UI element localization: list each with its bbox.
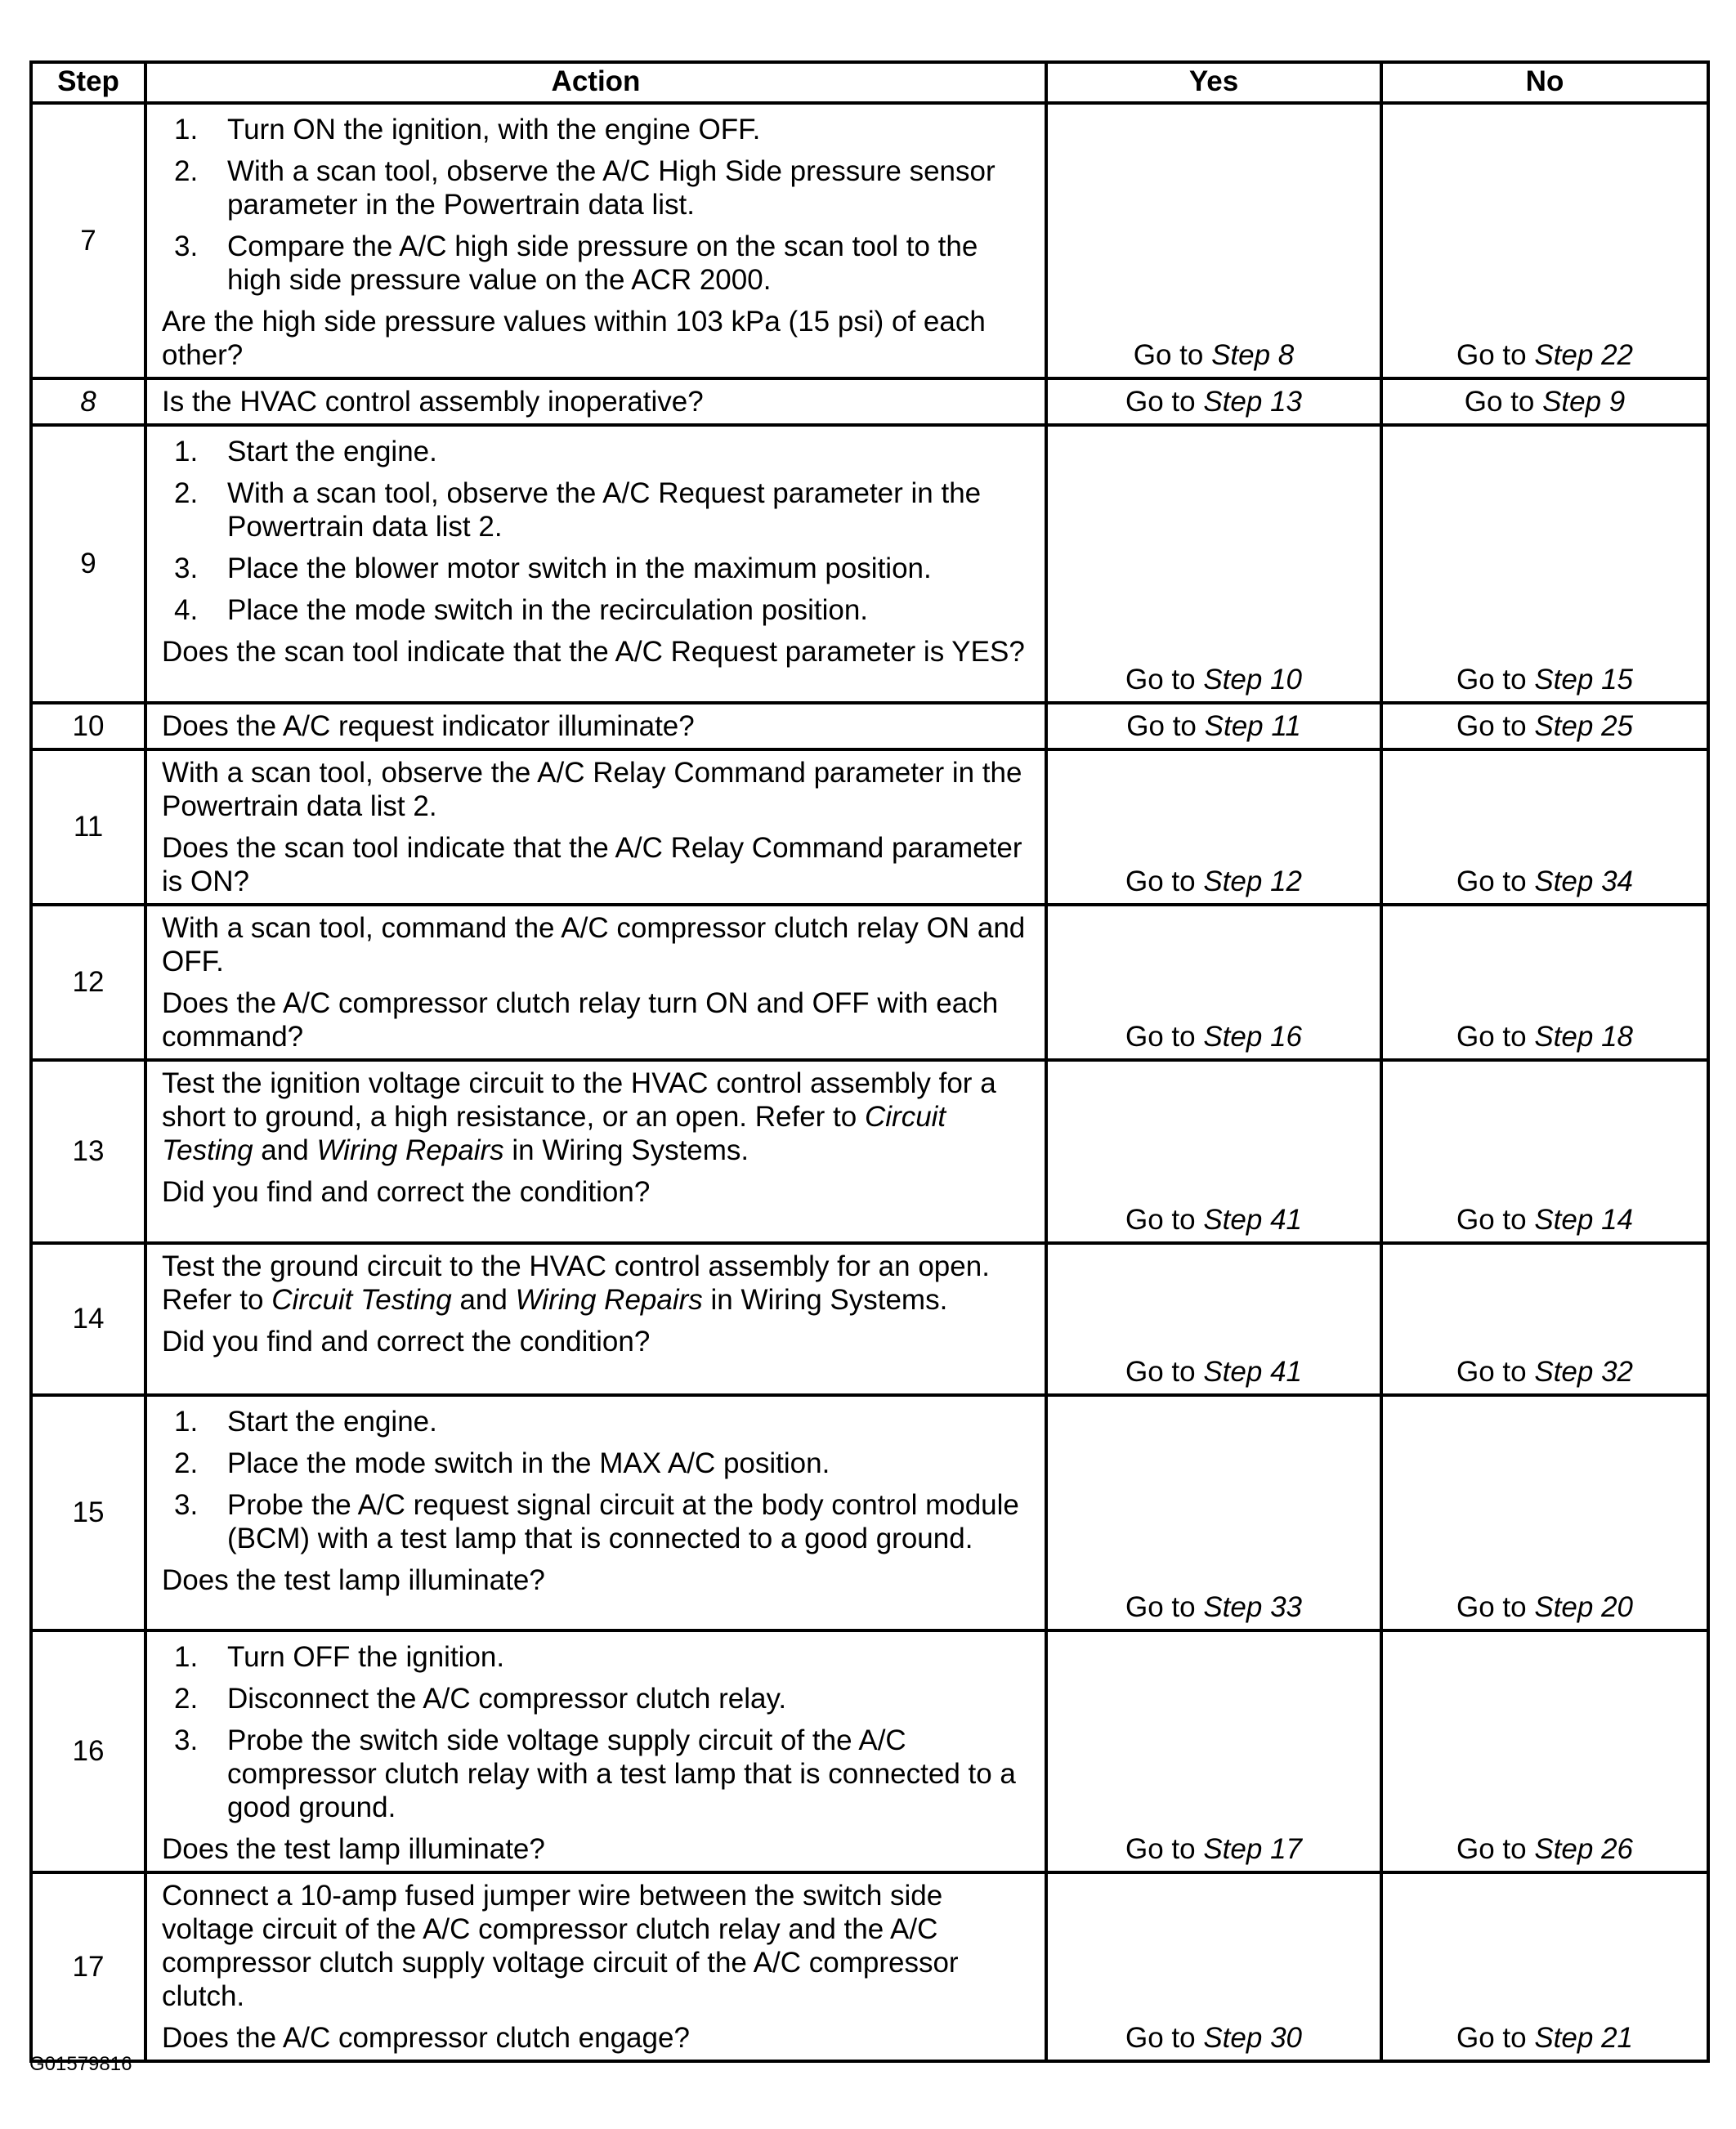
step-number: 11 — [31, 749, 145, 905]
table-row — [31, 1243, 1708, 1395]
no-cell: Go to Step 15 — [1381, 425, 1708, 703]
list-item: 3. Place the blower motor switch in the maximum position. — [174, 552, 932, 584]
question-text: Does the scan tool indicate that the A/C Relay Command parameter is ON? — [162, 832, 1022, 897]
step-number: 14 — [31, 1243, 145, 1395]
action-list — [162, 1405, 1036, 1555]
table-header — [31, 62, 1708, 103]
list-item: 2. With a scan tool, observe the A/C Request parameter in the Powertrain data list 2. — [174, 477, 982, 543]
step-number: 13 — [31, 1060, 145, 1243]
reference-wiring-repairs: Wiring Repairs — [515, 1284, 703, 1316]
step-number: 17 — [31, 1872, 145, 2061]
step-number: 12 — [31, 905, 145, 1060]
action-list — [162, 113, 1036, 297]
question-text: Did you find and correct the condition? — [162, 1326, 651, 1357]
action-list — [162, 435, 1036, 627]
reference-wiring-repairs: Wiring Repairs — [316, 1134, 504, 1166]
no-cell: Go to Step 18 — [1381, 905, 1708, 1060]
list-item: 1. Turn OFF the ignition. — [174, 1641, 505, 1673]
table-row — [31, 1872, 1708, 2061]
figure-id: G01579816 — [29, 2053, 132, 2075]
list-item: 1. Turn ON the ignition, with the engine OFF. — [174, 114, 761, 145]
action-cell — [145, 1630, 1046, 1872]
instruction-text: Connect a 10-amp fused jumper wire between the switch side voltage circuit of the A/C compressor clutch relay and the A/C compressor clutch supply voltage circuit of the A/C compressor clutch. — [162, 1880, 959, 2012]
action-cell — [145, 425, 1046, 703]
yes-cell: Go to Step 30 — [1046, 1872, 1381, 2061]
no-cell: Go to Step 25 — [1381, 703, 1708, 749]
yes-cell: Go to Step 10 — [1046, 425, 1381, 703]
header-action: Action — [145, 62, 1046, 103]
list-item: 2. Place the mode switch in the MAX A/C position. — [174, 1447, 830, 1479]
action-cell — [145, 905, 1046, 1060]
list-item: 2. Disconnect the A/C compressor clutch relay. — [174, 1683, 787, 1715]
table-row — [31, 1630, 1708, 1872]
yes-cell: Go to Step 8 — [1046, 103, 1381, 378]
yes-cell: Go to Step 12 — [1046, 749, 1381, 905]
action-cell — [145, 1872, 1046, 2061]
step-number: 9 — [31, 425, 145, 703]
yes-cell: Go to Step 16 — [1046, 905, 1381, 1060]
yes-cell: Go to Step 41 — [1046, 1243, 1381, 1395]
reference-circuit-testing: Circuit Testing — [162, 1101, 946, 1166]
question-text: Does the A/C compressor clutch relay turn ON and OFF with each command? — [162, 987, 999, 1053]
action-cell — [145, 378, 1046, 425]
question-text: Does the scan tool indicate that the A/C Request parameter is YES? — [162, 636, 1025, 668]
instruction-text: With a scan tool, command the A/C compressor clutch relay ON and OFF. — [162, 912, 1026, 977]
list-item: 4. Place the mode switch in the recirculation position. — [174, 594, 869, 626]
table-row — [31, 103, 1708, 378]
question-text: Does the test lamp illuminate? — [162, 1833, 545, 1865]
header-no: No — [1381, 62, 1708, 103]
action-cell — [145, 1243, 1046, 1395]
table-row — [31, 425, 1708, 703]
no-cell: Go to Step 34 — [1381, 749, 1708, 905]
yes-cell: Go to Step 41 — [1046, 1060, 1381, 1243]
step-number: 15 — [31, 1395, 145, 1630]
step-number: 7 — [31, 103, 145, 378]
no-cell: Go to Step 22 — [1381, 103, 1708, 378]
question-text: Is the HVAC control assembly inoperative? — [162, 386, 704, 418]
yes-cell: Go to Step 33 — [1046, 1395, 1381, 1630]
table-row — [31, 378, 1708, 425]
no-cell: Go to Step 14 — [1381, 1060, 1708, 1243]
yes-cell: Go to Step 17 — [1046, 1630, 1381, 1872]
header-step: Step — [31, 62, 145, 103]
no-cell: Go to Step 32 — [1381, 1243, 1708, 1395]
header-yes: Yes — [1046, 62, 1381, 103]
instruction-text: Test the ground circuit to the HVAC control assembly for an open. Refer to Circuit Testing and Wiring Repairs in Wiring Systems. — [162, 1250, 990, 1316]
list-item: 1. Start the engine. — [174, 436, 437, 467]
no-cell: Go to Step 20 — [1381, 1395, 1708, 1630]
list-item: 3. Compare the A/C high side pressure on the scan tool to the high side pressure value on the ACR 2000. — [174, 230, 978, 296]
yes-cell: Go to Step 13 — [1046, 378, 1381, 425]
table-row — [31, 1060, 1708, 1243]
list-item: 1. Start the engine. — [174, 1406, 437, 1438]
table-row — [31, 703, 1708, 749]
table-row — [31, 1395, 1708, 1630]
action-cell — [145, 103, 1046, 378]
list-item: 2. With a scan tool, observe the A/C High Side pressure sensor parameter in the Powertrain data list. — [174, 155, 996, 221]
reference-circuit-testing: Circuit Testing — [271, 1284, 452, 1316]
diagnostic-table — [29, 60, 1710, 2063]
action-cell — [145, 1395, 1046, 1630]
step-number: 8 — [31, 378, 145, 425]
action-cell — [145, 749, 1046, 905]
list-item: 3. Probe the switch side voltage supply circuit of the A/C compressor clutch relay with a test lamp that is connected to a good ground. — [174, 1724, 1016, 1823]
instruction-text: With a scan tool, observe the A/C Relay Command parameter in the Powertrain data list 2. — [162, 757, 1022, 822]
action-list — [162, 1640, 1036, 1824]
yes-cell: Go to Step 11 — [1046, 703, 1381, 749]
question-text: Did you find and correct the condition? — [162, 1176, 651, 1208]
instruction-text: Test the ignition voltage circuit to the HVAC control assembly for a short to ground, a high resistance, or an open. Refer to Circuit Testing and Wiring Repairs in Wiring Systems. — [162, 1067, 996, 1166]
question-text: Does the A/C request indicator illuminate? — [162, 710, 695, 742]
no-cell: Go to Step 9 — [1381, 378, 1708, 425]
no-cell: Go to Step 26 — [1381, 1630, 1708, 1872]
no-cell: Go to Step 21 — [1381, 1872, 1708, 2061]
list-item: 3. Probe the A/C request signal circuit at the body control module (BCM) with a test lamp that is connected to a good ground. — [174, 1489, 1019, 1554]
table-row — [31, 905, 1708, 1060]
action-cell — [145, 1060, 1046, 1243]
step-number: 16 — [31, 1630, 145, 1872]
step-number: 10 — [31, 703, 145, 749]
question-text: Are the high side pressure values within 103 kPa (15 psi) of each other? — [162, 306, 986, 371]
question-text: Does the A/C compressor clutch engage? — [162, 2022, 690, 2054]
question-text: Does the test lamp illuminate? — [162, 1564, 545, 1596]
table-row — [31, 749, 1708, 905]
action-cell — [145, 703, 1046, 749]
